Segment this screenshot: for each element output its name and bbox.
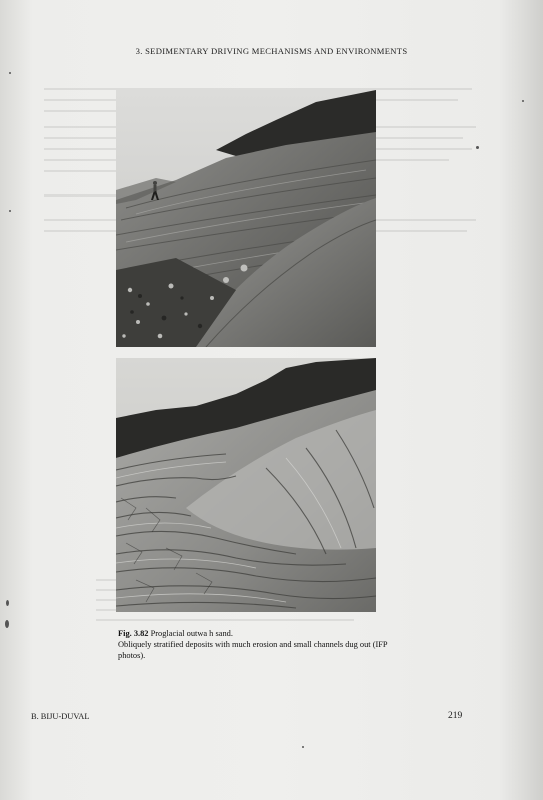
running-head: 3. SEDIMENTARY DRIVING MECHANISMS AND ENVIRONMENTS xyxy=(135,46,408,56)
scan-speck xyxy=(522,100,524,102)
scan-speck xyxy=(6,600,9,606)
figure-description: Obliquely stratified deposits with much erosion and small channels dug out (IFP photos). xyxy=(118,640,388,660)
figure-title: Proglacial outwa h sand. xyxy=(150,629,233,638)
scan-speck xyxy=(9,210,11,212)
scan-speck xyxy=(9,72,11,74)
figure-number: Fig. 3.82 xyxy=(118,629,149,638)
scan-speck xyxy=(5,620,9,628)
scan-speck xyxy=(476,146,479,149)
scan-speck xyxy=(302,746,304,748)
figure-caption xyxy=(118,628,398,661)
footer-author: B. BIJU-DUVAL xyxy=(31,712,90,721)
photo-stratified-deposits xyxy=(116,358,376,612)
page-number: 219 xyxy=(448,711,463,721)
photo-proglacial-slope xyxy=(116,90,376,347)
